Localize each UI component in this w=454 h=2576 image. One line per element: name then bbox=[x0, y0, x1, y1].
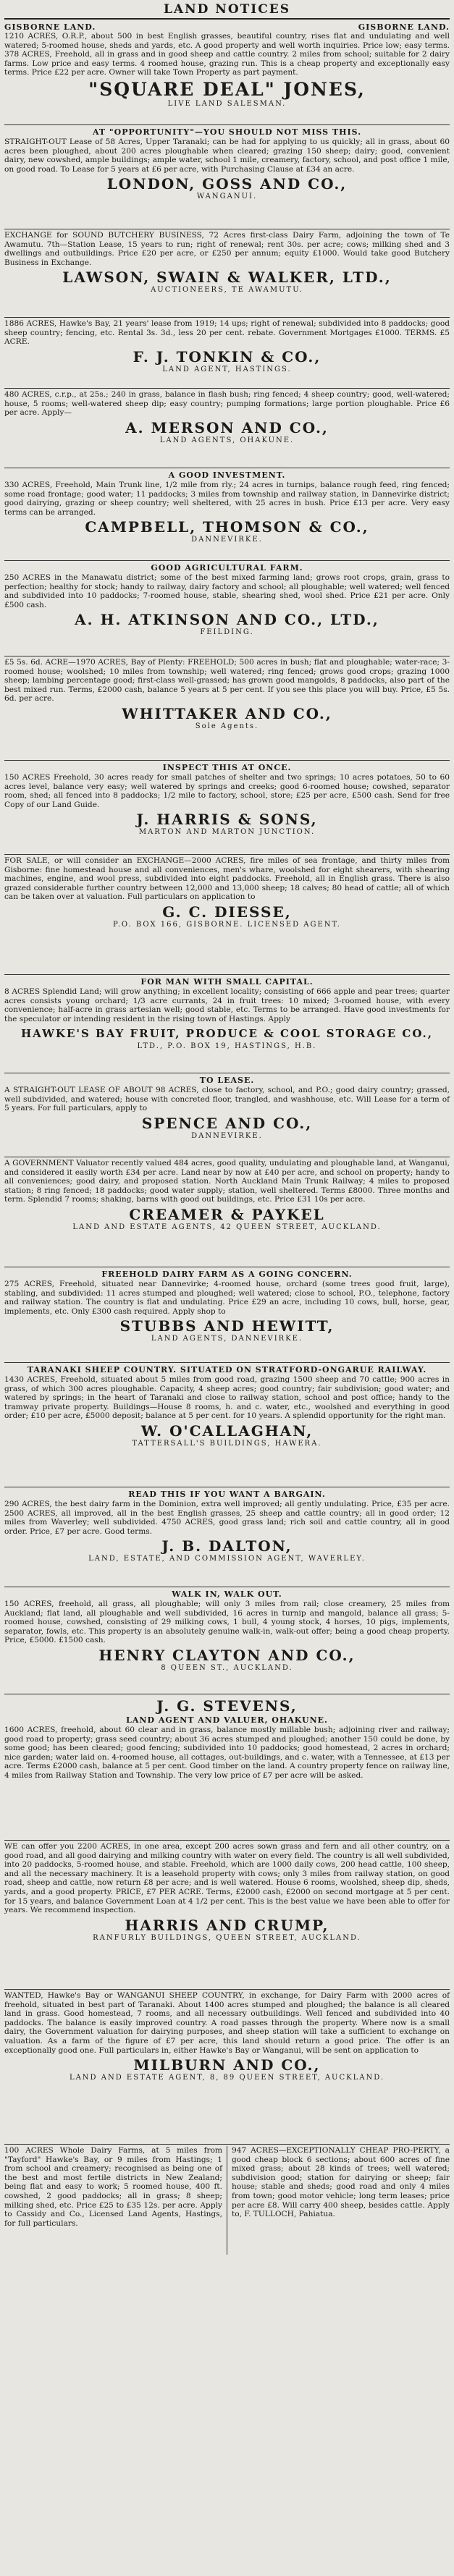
ad-header-row bbox=[4, 22, 450, 32]
firm-subtitle: RANFURLY BUILDINGS, QUEEN STREET, AUCKLAND. bbox=[93, 1933, 361, 1942]
ad-stubbs-hewitt bbox=[4, 1267, 450, 1363]
masthead: LAND NOTICES bbox=[4, 1, 450, 20]
firm-name: CAMPBELL, THOMSON & CO., bbox=[85, 518, 369, 536]
ad-body: 275 ACRES, Freehold, situated near Dannevirke; 4-roomed house, orchard (some trees good fruit, large), stabling, and subdivided: 11 acres stumped and ploughed; well watered; close to school, P.O., telephone, factory and railway station. The country is flat and undulating. Price £29 an acre, including 10 cows, bull, horse, gear, implements, etc. Only £300 cash required. Apply shop to bbox=[4, 1280, 450, 1316]
firm-subtitle: TATTERSALL'S BUILDINGS, HAWERA. bbox=[132, 1439, 322, 1448]
firm-name: J. G. STEVENS, bbox=[156, 1697, 298, 1715]
firm-name: HAWKE'S BAY FRUIT, PRODUCE & COOL STORAGE CO., bbox=[21, 1027, 433, 1041]
ad-body: 1600 ACRES, freehold, about 60 clear and in grass, balance mostly millable bush; adjoining river and railway; good road to property; grass seed country; about 36 acres stumped and ploughed; another 150 could be done, by some good; has been cleared; good fencing; subdivided into 10 paddocks; good homestead, 2 acres in orchard; nice garden; water laid on. 4-roomed house, all cottages, out-buildings, and c. water, with a Tennessee, at £13 per acre. Terms £2000 cash, balance at 5 per cent. Good timber on the land. A country property fence on railway line, 4 miles from Railway Station and Township. The very low price of £7 per acre will be asked. bbox=[4, 1726, 450, 1780]
ad-heading: WALK IN, WALK OUT. bbox=[172, 1589, 282, 1599]
ad-body: FOR SALE, or will consider an EXCHANGE—2000 ACRES, fire miles of sea frontage, and thirty miles from Gisborne: fine homestead house and all conveniences, men's whare, woolshed for eight shearers, with shearing machines, engine, and wool press, subdivided into eight paddocks. Freehold, all in English grass. There is also grazed considerable further country between 12,000 and 13,000 sheep; 18 calves; 80 head of cattle; all of which can be taken over at valuation. Full particulars on application to bbox=[4, 856, 450, 902]
firm-name: MILBURN AND CO., bbox=[133, 2056, 321, 2074]
firm-subtitle: DANNEVIRKE. bbox=[191, 1131, 263, 1140]
firm-name: A. MERSON AND CO., bbox=[125, 418, 329, 436]
ad-lawson-swain bbox=[4, 229, 450, 318]
ad-spence bbox=[4, 1073, 450, 1157]
ad-hawkes-bay-fruit bbox=[4, 975, 450, 1073]
ad-whittaker bbox=[4, 656, 450, 761]
ad-atkinson bbox=[4, 561, 450, 656]
ad-heading: A GOOD INVESTMENT. bbox=[168, 470, 286, 480]
ad-body: 290 ACRES, the best dairy farm in the Dominion, extra well improved; all gently undulating. Price, £35 per acre. 2500 ACRES, all improved, all in the best English grasses, 25 sheep and cattle country; all in good order; 12 miles from Waverley; well subdivided. 4750 ACRES, good grass land; rich soil and cattle country, all in good order. Price, £7 per acre. Good terms. bbox=[4, 1500, 450, 1536]
firm-name: HARRIS AND CRUMP, bbox=[125, 1916, 329, 1934]
firm-name: J. HARRIS & SONS, bbox=[136, 811, 318, 829]
header-left: GISBORNE LAND. bbox=[4, 22, 96, 32]
firm-name: A. H. ATKINSON AND CO., LTD., bbox=[75, 611, 379, 629]
firm-subtitle: FEILDING. bbox=[200, 628, 254, 637]
firm-subtitle: AUCTIONEERS, TE AWAMUTU. bbox=[151, 286, 303, 295]
ad-body: 8 ACRES Splendid Land; will grow anything; in excellent locality; consisting of 666 apple and pear trees; quarter acres consists young orchard; 1/3 acre currants, 24 in fruit trees: 10 mixed; 3-roomed house, with every convenience; half-acre in grass artesian well; good stable, etc. Terms to be arranged. Have good investments for the speculator or intending resident in the rising town of Hastings. Apply bbox=[4, 987, 450, 1023]
header-right: GISBORNE LAND. bbox=[358, 22, 450, 32]
ad-merson bbox=[4, 389, 450, 468]
ad-body: 1210 ACRES, O.R.P., about 500 in best English grasses, beautiful country, rises flat and undulating and well watered; 5-roomed house, sheds and yards, etc. A good property and well worth inquiries. Price low; easy terms. 378 ACRES, Freehold, all in grass and in good sheep and cattle country. 2 miles from school; suitable for 2 dairy farms. Low price and easy terms. 4 roomed house, grazing run. This is a cheap property and exceptionally easy terms. Price £22 per acre. Owner will take Town Property as part payment. bbox=[4, 32, 450, 77]
firm-name: WHITTAKER AND CO., bbox=[122, 704, 332, 722]
firm-name: LONDON, GOSS AND CO., bbox=[106, 175, 348, 193]
firm-name: F. J. TONKIN & CO., bbox=[133, 347, 321, 366]
ad-body: EXCHANGE for SOUND BUTCHERY BUSINESS, 72 Acres first-class Dairy Farm, adjoining the town of Te Awamutu. 7th—Station Lease, 15 years to run; right of renewal; rent 30s. per acre; cows; milking shed and 3 dwellings and outbuildings. Price £20 per acre, or £250 per annum; equity £1000. Would take good Butchery Business in Exchange. bbox=[4, 231, 450, 267]
ad-milburn bbox=[4, 1990, 450, 2145]
ad-heading: TO LEASE. bbox=[199, 1076, 255, 1085]
ad-diesse bbox=[4, 855, 450, 975]
ad-harris-sons bbox=[4, 761, 450, 855]
firm-subtitle: P.O. BOX 166, GISBORNE. LICENSED AGENT. bbox=[113, 920, 341, 929]
ad-body: £5 5s. 6d. ACRE—1970 ACRES, Bay of Plenty: FREEHOLD; 500 acres in bush; flat and ploughable; water-race; 3-roomed house; woolshed; 10 miles from township; well watered; ring fenced; grows good crops; grazing 1000 sheep; lambing percentage good; first-class well-grassed; has grown good mangolds, 8 paddocks, also part of the best mixed run. Terms, £2000 cash, balance 5 years at 5 per cent. If you see this place you will buy. Price, £5 5s. 6d. per acre. bbox=[4, 658, 450, 704]
ad-heading: LAND AGENT AND VALUER, OHAKUNE. bbox=[126, 1715, 328, 1725]
ad-body: 1886 ACRES, Hawke's Bay, 21 years' lease from 1919; 14 ups; right of renewal; subdivided into 8 paddocks; good sheep country; fencing, etc. Rental 3s. 3d., less 20 per cent. rebate. Government Mortgages £1000. TERMS. £5 ACRE. bbox=[4, 319, 450, 347]
ad-heading: READ THIS IF YOU WANT A BARGAIN. bbox=[128, 1490, 326, 1499]
firm-subtitle: Sole Agents. bbox=[195, 722, 259, 730]
firm-name: SPENCE AND CO., bbox=[141, 1114, 313, 1132]
ad-body: 250 ACRES in the Manawatu district; some of the best mixed farming land; grows root crops, grain, grass to perfection; healthy for stock; handy to railway, dairy factory and school; all ploughable; well watered; well fenced and subdivided into 10 paddocks; 7-roomed house, stable, shearing shed, wool shed. Price £21 per acre. Only £500 cash. bbox=[4, 573, 450, 609]
firm-name: J. B. DALTON, bbox=[161, 1537, 293, 1555]
firm-subtitle: LAND AGENTS, OHAKUNE. bbox=[159, 436, 295, 444]
firm-subtitle: LAND AGENT, HASTINGS. bbox=[162, 365, 292, 373]
ad-body: A GOVERNMENT Valuator recently valued 484 acres, good quality, undulating and ploughable land, at Wanganui, and considered it easily worth £34 per acre. Land near by now at £40 per acre, and school on property; handy to all conveniences; good dairy, and proposed station. North Auckland Main Trunk Railway; 4 miles to proposed station; 8 ring fenced; 18 paddocks; good water supply; station, well sheltered. Terms £8000. Three months and term. Splendid 7 rooms; shaking, barns with good out buildings, etc. Price £31 10s per acre. bbox=[4, 1159, 450, 1204]
firm-subtitle: MARTON AND MARTON JUNCTION. bbox=[138, 828, 316, 837]
ad-split-bottom bbox=[4, 2145, 450, 2257]
ad-body: 330 ACRES, Freehold, Main Trunk line, 1/2 mile from rly.; 24 acres in turnips, balance rough feed, ring fenced; some road frontage; good water; 11 paddocks; 3 miles from township and railway station, in Dannevirke district; good dairying, grazing or sheep country; well sheltered, with 25 acres in bush. Price £13 per acre. Very easy terms can be arranged. bbox=[4, 481, 450, 517]
ad-gisborne bbox=[4, 21, 450, 125]
ad-body: STRAIGHT-OUT Lease of 58 Acres, Upper Taranaki; can be had for applying to us quickly; all in grass, about 60 acres been ploughed, about 200 acres ploughable when cleared; grazing 150 sheep; dairy; good, convenient dairy, new cowshed, ample buildings; ample water, school 1 mile, creamery, factory, school, and post office 1 mile, on good road. To Lease for 5 years at £6 per acre, with Purchasing Clause at £34 an acre. bbox=[4, 138, 450, 174]
ad-stevens bbox=[4, 1694, 450, 1841]
firm-subtitle: WANGANUI. bbox=[196, 193, 258, 201]
ad-campbell-thomson bbox=[4, 468, 450, 561]
ad-heading: INSPECT THIS AT ONCE. bbox=[162, 763, 292, 772]
ad-body: A STRAIGHT-OUT LEASE OF ABOUT 98 ACRES, close to factory, school, and P.O.; good dairy country; grassed, well subdivided, and watered; house with concreted floor, trangled, and washhouse, etc. Will Lease for a term of 5 years. For full particulars, apply to bbox=[4, 1086, 450, 1113]
ad-body: WE can offer you 2200 ACRES, in one area, except 200 acres sown grass and fern and all other country, on a good road, and all good dairying and milking country with water on every field. The country is all well subdivided, into 20 paddocks, 5-roomed house, and stable. Freehold, which are 1000 daily cows, 200 head cattle, 100 sheep, and all the necessary machinery. It is a leasehold property with cows; only 3 miles from railway station, on good road, sheep and cattle, now return £8 per acre; and is well watered. House 6 rooms, woolshed, sheep dip, sheds, yards, and a good property. PRICE, £7 PER ACRE. Terms, £2000 cash, £2000 on second mortgage at 5 per cent. for 15 years, and balance Government Loan at 4 1/2 per cent. This is the best value we have been able to offer for years. We recommend inspection. bbox=[4, 1842, 450, 1915]
firm-subtitle: LAND AGENTS, DANNEVIRKE. bbox=[151, 1335, 303, 1343]
firm-subtitle: DANNEVIRKE. bbox=[191, 536, 263, 544]
ad-heading: TARANAKI SHEEP COUNTRY. SITUATED ON STRATFORD-ONGARUE RAILWAY. bbox=[27, 1365, 427, 1374]
firm-subtitle: LIVE LAND SALESMAN. bbox=[167, 99, 287, 108]
ad-heading: FREEHOLD DAIRY FARM AS A GOING CONCERN. bbox=[101, 1270, 353, 1279]
firm-name: W. O'CALLAGHAN, bbox=[140, 1422, 314, 1440]
firm-subtitle: LTD., P.O. BOX 19, HASTINGS, H.B. bbox=[137, 1042, 317, 1051]
ad-body: 1430 ACRES, Freehold, situated about 5 miles from good road, grazing 1500 sheep and 70 cattle; 900 acres in grass, of which 300 acres ploughable. Capacity, 4 sheep acres; good country; fair subdivision; good water; and watered by springs; in the heart of Taranaki and close to railway station, school and post office; handy to the tramway private property. Buildings—House 8 rooms, h. and c. water, etc., woolshed and everything in good order; £10 per acre, £5000 deposit; balance at 5 per cent. for 10 years. A splendid opportunity for the right man. bbox=[4, 1375, 450, 1421]
ad-heading: GOOD AGRICULTURAL FARM. bbox=[151, 563, 303, 573]
firm-subtitle: LAND AND ESTATE AGENTS, 42 QUEEN STREET, AUCKLAND. bbox=[72, 1222, 382, 1231]
firm-name: LAWSON, SWAIN & WALKER, LTD., bbox=[62, 269, 392, 287]
ad-body: 150 ACRES Freehold, 30 acres ready for small patches of shelter and two springs; 10 acres potatoes, 50 to 60 acres level, balance very easy; well watered by springs and creeks; good 6-roomed house; cowshed, separator room, shed; all fenced into 8 paddocks; 1/2 mile to factory, school, store; £25 per acre, £500 cash. Send for free Copy of our Land Guide. bbox=[4, 773, 450, 809]
ad-ocallaghan bbox=[4, 1363, 450, 1487]
firm-subtitle: LAND AND ESTATE AGENT, 8, 89 QUEEN STREET, AUCKLAND. bbox=[69, 2074, 385, 2082]
firm-name: G. C. DIESSE, bbox=[162, 903, 292, 921]
ad-body: WANTED, Hawke's Bay or WANGANUI SHEEP COUNTRY, in exchange, for Dairy Farm with 2000 acres of freehold, situated in best part of Taranaki. About 1400 acres stumped and ploughed; the balance is all cleared land in grass. Good homestead, 7 rooms, and all necessary outbuildings. Well fenced and subdivided into 40 paddocks. The balance is easily improved country. A road passes through the property. Where now is a small dairy, the Government valuation for dairying purposes, and sheep station will take a sufficient to exchange on valuation. As a farm of the figure of £7 per acre, this land should return a good price. The offer is an exceptionally good one. Full particulars in, either Hawke's Bay or Wanganui, will be sent on application to bbox=[4, 1991, 450, 2055]
ad-heading: AT "OPPORTUNITY"—YOU SHOULD NOT MISS THIS. bbox=[92, 127, 362, 137]
firm-subtitle: 8 QUEEN ST., AUCKLAND. bbox=[161, 1663, 293, 1672]
left-column-ad bbox=[4, 2146, 222, 2255]
ad-heading: FOR MAN WITH SMALL CAPITAL. bbox=[140, 977, 314, 987]
ad-creamer-paykel bbox=[4, 1157, 450, 1267]
firm-subtitle: LAND, ESTATE, AND COMMISSION AGENT, WAVERLEY. bbox=[88, 1555, 366, 1563]
ad-clayton bbox=[4, 1587, 450, 1694]
ad-london-goss bbox=[4, 125, 450, 229]
ad-body: 480 ACRES, c.r.p., at 25s.; 240 in grass, balance in flash bush; ring fenced; 4 sheep country; good, well-watered; house, 5 rooms; well-watered sheep dip; easy country; pumping formations; large portion ploughable. Price £6 per acre. Apply— bbox=[4, 390, 450, 418]
ad-body-left: 100 ACRES Whole Dairy Farms, at 5 miles from "Tayford" Hawke's Bay, or 9 miles from Hastings; 1 from school and creamery; recognised as being one of the best and most fertile districts in New Zealand; being flat and easy to work; 5 roomed house, 400 ft. cowshed, 2 good paddocks; all in grass; 8 sheep; milking shed, etc. Price £25 to £35 12s. per acre. Apply to Cassidy and Co., Licensed Land Agents, Hastings, for full particulars. bbox=[4, 2146, 222, 2228]
ad-body: 150 ACRES, freehold, all grass, all ploughable; will only 3 miles from rail; close creamery, 25 miles from Auckland; flat land, all ploughable and well subdivided, 16 acres in turnip and mangold, balance all grass; 5-roomed house, cowshed, consisting of 29 milking cows, 1 bull, 4 young stock, 4 horses, 10 pigs, implements, separator, fowls, etc. This property is an absolutely genuine walk-in, walk-out offer; being a good cheap property. Price, £5000. £1500 cash. bbox=[4, 1600, 450, 1645]
firm-name: CREAMER & PAYKEL bbox=[129, 1205, 325, 1223]
ad-dalton bbox=[4, 1487, 450, 1587]
firm-name: HENRY CLAYTON AND CO., bbox=[98, 1646, 356, 1664]
ad-body-right: 947 ACRES—EXCEPTIONALLY CHEAP PRO-PERTY, a good cheap block 6 sections; about 600 acres of fine mixed grass; about 28 kinds of trees; well watered; subdivision good; station for dairying or sheep; fair house; stable and sheds; good road and only 4 miles from town; good motor vehicle; long term leases; price per acre £8. Will carry 400 sheep, besides cattle. Apply to, F. TULLOCH, Pahiatua. bbox=[232, 2146, 450, 2219]
ad-tonkin bbox=[4, 318, 450, 389]
ad-harris-crump bbox=[4, 1841, 450, 1990]
right-column-ad bbox=[227, 2146, 450, 2255]
firm-name: STUBBS AND HEWITT, bbox=[119, 1317, 335, 1335]
firm-name: "SQUARE DEAL" JONES, bbox=[88, 78, 366, 100]
